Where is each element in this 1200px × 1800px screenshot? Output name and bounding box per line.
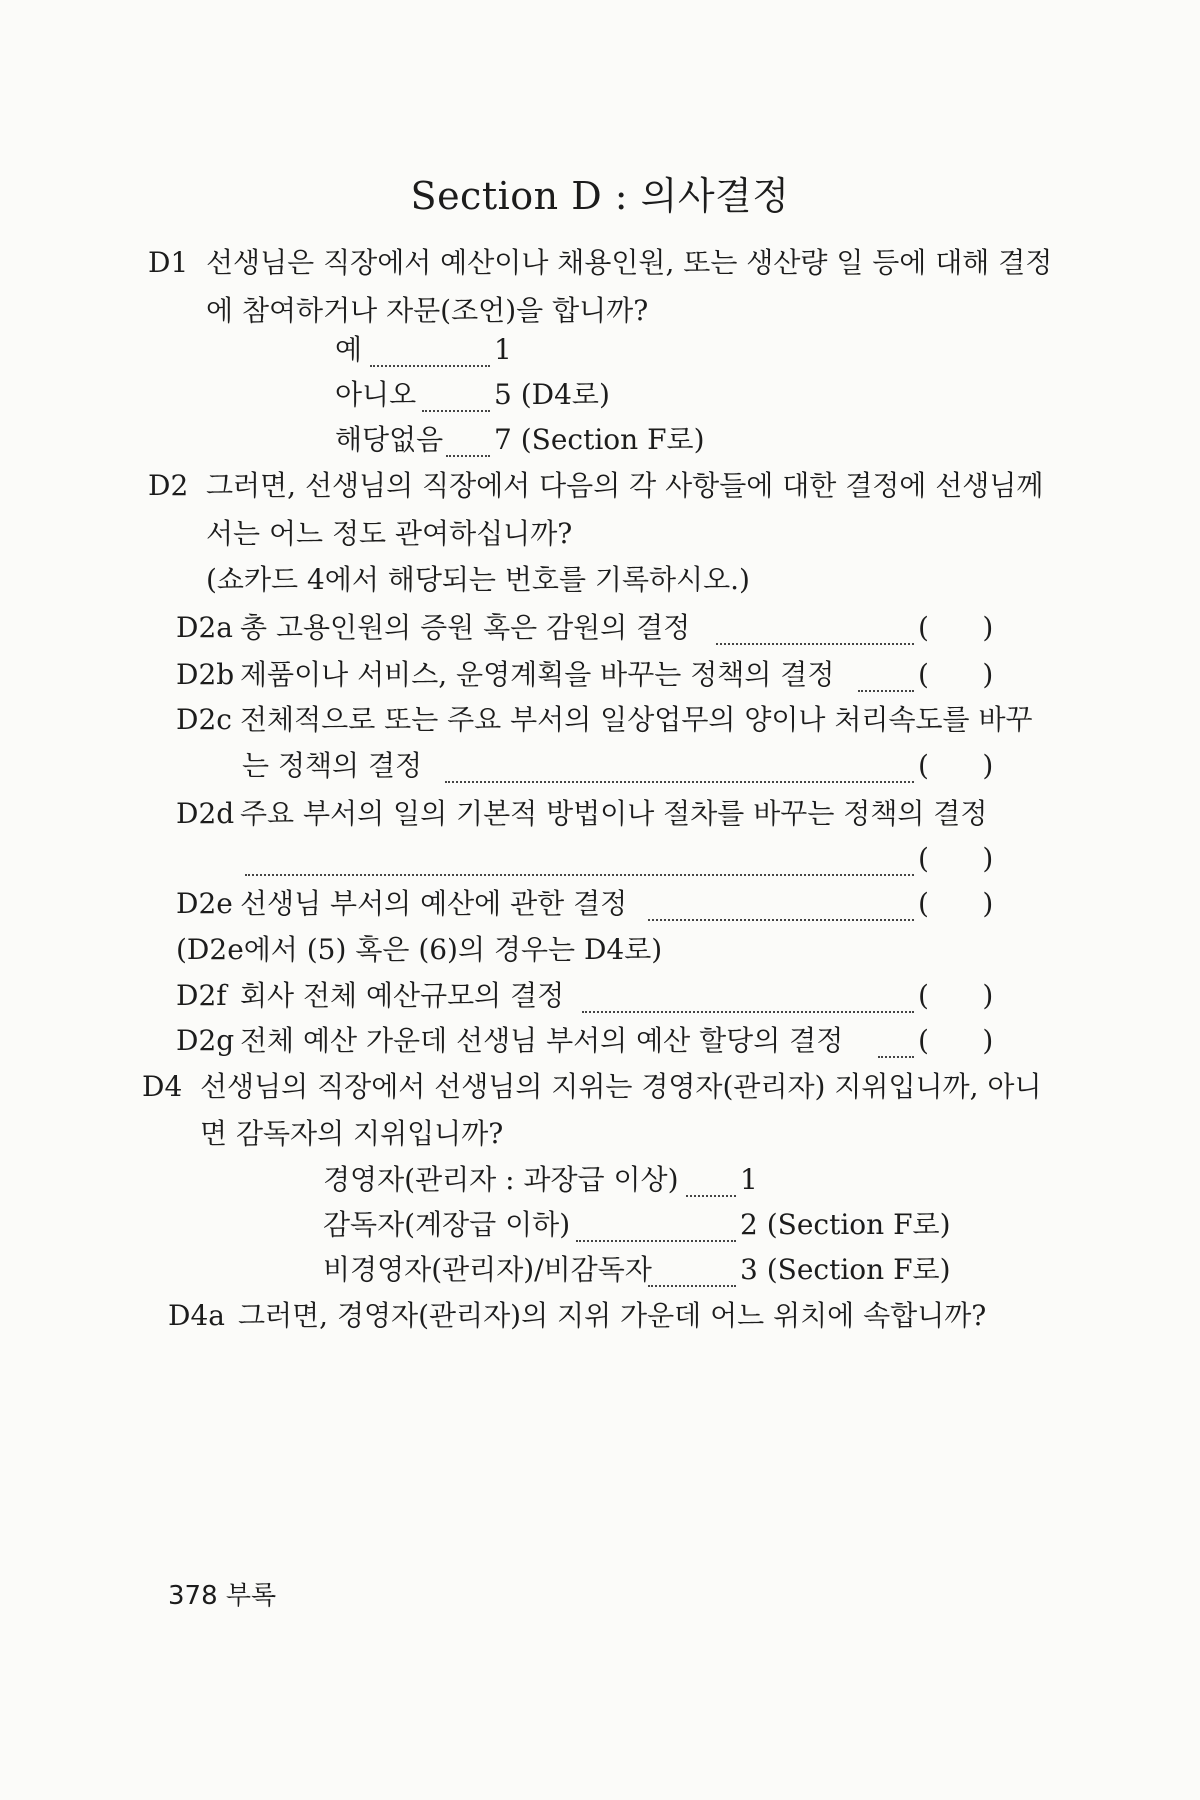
option-label: 경영자(관리자 : 과장급 이상)	[323, 1163, 679, 1196]
sub-item-id: D2d	[176, 797, 235, 830]
sub-item-text: 그러면, 경영자(관리자)의 지위 가운데 어느 위치에 속합니까?	[238, 1299, 987, 1332]
sub-item-text: 선생님 부서의 예산에 관한 결정	[240, 887, 628, 920]
question-text: 선생님은 직장에서 예산이나 채용인원, 또는 생산량 일 등에 대해 결정	[206, 246, 1053, 279]
option-code: 1	[494, 333, 512, 366]
leader-dots	[245, 874, 914, 876]
sub-item-text: 회사 전체 예산규모의 결정	[240, 979, 565, 1012]
sub-item-d2g	[176, 1021, 843, 1061]
answer-box[interactable]: ( )	[918, 658, 994, 691]
sub-item-d2e	[176, 884, 627, 924]
sub-item-text: 제품이나 서비스, 운영계획을 바꾸는 정책의 결정	[240, 658, 835, 691]
skip-note: (D4로)	[520, 378, 610, 411]
question-text: 그러면, 선생님의 직장에서 다음의 각 사항들에 대한 결정에 선생님께	[206, 469, 1044, 502]
sub-item-text: 전체 예산 가운데 선생님 부서의 예산 할당의 결정	[240, 1024, 844, 1057]
question-d4-cont: 면 감독자의 지위입니까?	[200, 1117, 504, 1150]
sub-item-text: 총 고용인원의 증원 혹은 감원의 결정	[240, 611, 691, 644]
sub-item-d4a	[168, 1296, 986, 1336]
answer-box[interactable]: ( )	[918, 749, 994, 782]
sub-item-id: D2e	[176, 887, 233, 920]
leader-dots	[582, 1011, 914, 1013]
question-d4	[142, 1067, 1042, 1107]
answer-box[interactable]: ( )	[918, 611, 994, 644]
section-title: Section D : 의사결정	[410, 174, 790, 218]
skip-note: (Section F로)	[766, 1253, 951, 1286]
answer-box[interactable]: ( )	[918, 1024, 994, 1057]
sub-item-d2b	[176, 655, 834, 695]
leader-dots	[422, 410, 490, 412]
code-value: 5	[494, 378, 512, 411]
option-label: 감독자(계장급 이하)	[323, 1208, 571, 1241]
question-d2-cont: 서는 어느 정도 관여하십니까?	[206, 517, 573, 550]
sub-item-d2c	[176, 700, 1033, 740]
option-row	[335, 330, 362, 370]
option-code: 1	[740, 1163, 758, 1196]
skip-instruction: (D2e에서 (5) 혹은 (6)의 경우는 D4로)	[176, 933, 663, 966]
option-code	[740, 1205, 951, 1245]
question-id: D4	[142, 1070, 183, 1103]
option-label: 해당없음	[335, 423, 444, 456]
question-id: D1	[148, 246, 189, 279]
sub-item-d2c-cont: 는 정책의 결정	[242, 749, 423, 782]
option-code	[740, 1250, 951, 1290]
sub-item-id: D2c	[176, 703, 232, 736]
sub-item-text: 전체적으로 또는 주요 부서의 일상업무의 양이나 처리속도를 바꾸	[240, 703, 1033, 736]
option-label: 예	[335, 333, 363, 366]
answer-box[interactable]: ( )	[918, 842, 994, 875]
code-value: 2	[740, 1208, 758, 1241]
sub-item-text: 주요 부서의 일의 기본적 방법이나 절차를 바꾸는 정책의 결정	[240, 797, 988, 830]
sub-item-id: D2a	[176, 611, 233, 644]
leader-dots	[878, 1056, 914, 1058]
leader-dots	[576, 1240, 736, 1242]
sub-item-d2a	[176, 608, 690, 648]
leader-dots	[445, 781, 914, 783]
interviewer-instruction: (쇼카드 4에서 해당되는 번호를 기록하시오.)	[206, 563, 750, 596]
sub-item-id: D2b	[176, 658, 235, 691]
question-d2	[148, 466, 1043, 506]
question-d1	[148, 243, 1052, 283]
question-text: 선생님의 직장에서 선생님의 지위는 경영자(관리자) 지위입니까, 아니	[200, 1070, 1042, 1103]
sub-item-d2f	[176, 976, 564, 1016]
leader-dots	[648, 1285, 736, 1287]
leader-dots	[370, 365, 490, 367]
skip-note: (Section F로)	[520, 423, 705, 456]
question-id: D2	[148, 469, 189, 502]
answer-box[interactable]: ( )	[918, 887, 994, 920]
code-value: 3	[740, 1253, 758, 1286]
answer-box[interactable]: ( )	[918, 979, 994, 1012]
sub-item-id: D2g	[176, 1024, 235, 1057]
leader-dots	[858, 690, 914, 692]
leader-dots	[446, 455, 490, 457]
leader-dots	[716, 643, 914, 645]
sub-item-d2d	[176, 794, 987, 834]
page-footer: 378 부록	[168, 1581, 277, 1611]
option-code	[494, 375, 610, 415]
option-label: 아니오	[335, 378, 417, 411]
option-code	[494, 420, 705, 460]
code-value: 7	[494, 423, 512, 456]
sub-item-id: D2f	[176, 979, 227, 1012]
leader-dots	[648, 919, 914, 921]
leader-dots	[686, 1195, 736, 1197]
skip-note: (Section F로)	[766, 1208, 951, 1241]
question-d1-cont: 에 참여하거나 자문(조언)을 합니까?	[206, 294, 649, 327]
sub-item-id: D4a	[168, 1299, 225, 1332]
option-label: 비경영자(관리자)/비감독자	[323, 1253, 652, 1286]
